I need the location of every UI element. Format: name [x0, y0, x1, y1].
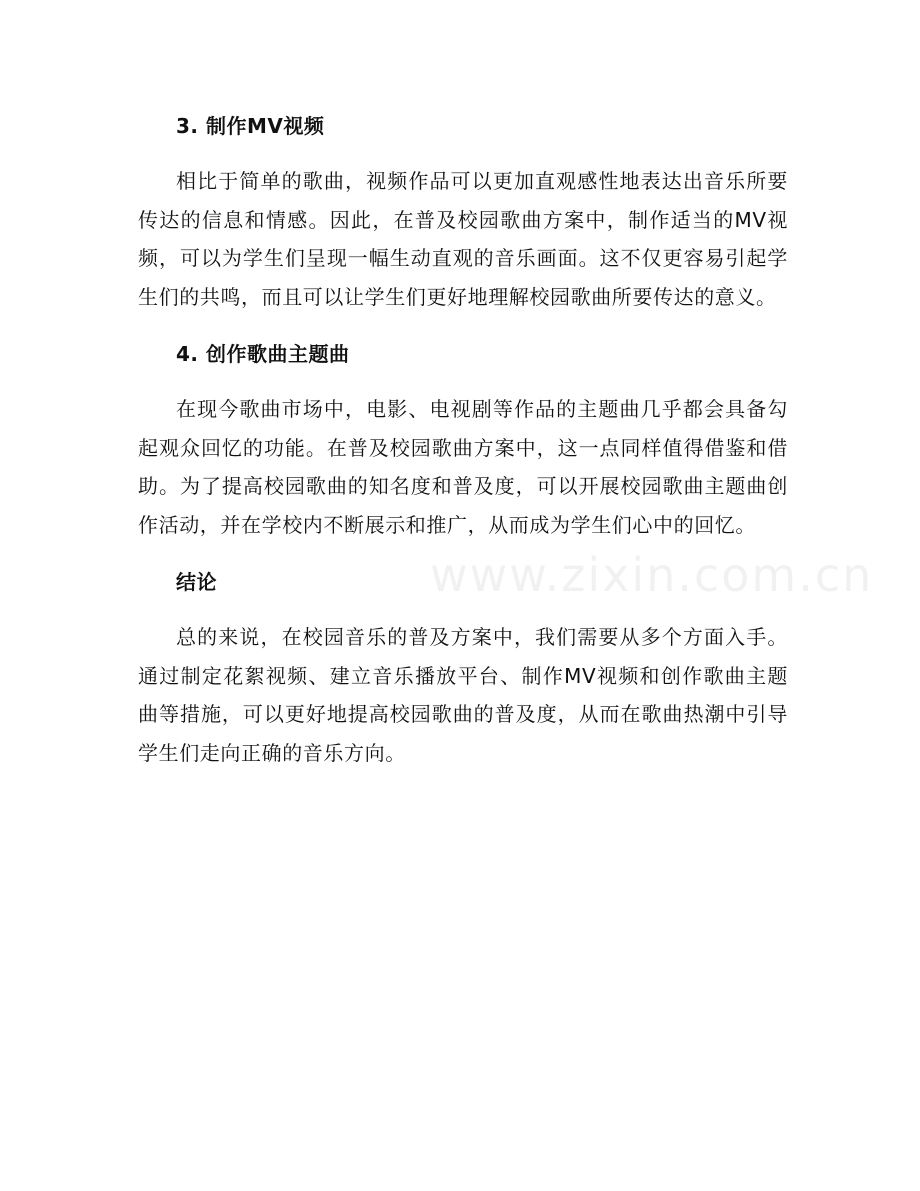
- section-paragraph-theme-song: 在现今歌曲市场中，电影、电视剧等作品的主题曲几乎都会具备勾起观众回忆的功能。在普及校园歌曲方案中，这一点同样值得借鉴和借助。为了提高校园歌曲的知名度和普及度，可以开展校园歌曲主题曲创作活动，并在学校内不断展示和推广，从而成为学生们心中的回忆。: [138, 397, 788, 537]
- section-paragraph-mv-video: 相比于简单的歌曲，视频作品可以更加直观感性地表达出音乐所要传达的信息和情感。因此，在普及校园歌曲方案中，制作适当的MV视频，可以为学生们呈现一幅生动直观的音乐画面。这不仅更容易引起学生们的共鸣，而且可以让学生们更好地理解校园歌曲所要传达的意义。: [138, 169, 788, 309]
- section-heading-theme-song: 4. 创作歌曲主题曲: [176, 342, 350, 366]
- document-body: [138, 110, 788, 794]
- section-paragraph-conclusion: 总的来说，在校园音乐的普及方案中，我们需要从多个方面入手。通过制定花絮视频、建立音乐播放平台、制作MV视频和创作歌曲主题曲等措施，可以更好地提高校园歌曲的普及度，从而在歌曲热潮中引导学生们走向正确的音乐方向。: [138, 625, 788, 765]
- section-heading-conclusion: 结论: [176, 570, 217, 594]
- watermark-text: www.zixin.com.cn: [430, 548, 874, 602]
- section-heading-mv-video: 3. 制作MV视频: [176, 114, 325, 138]
